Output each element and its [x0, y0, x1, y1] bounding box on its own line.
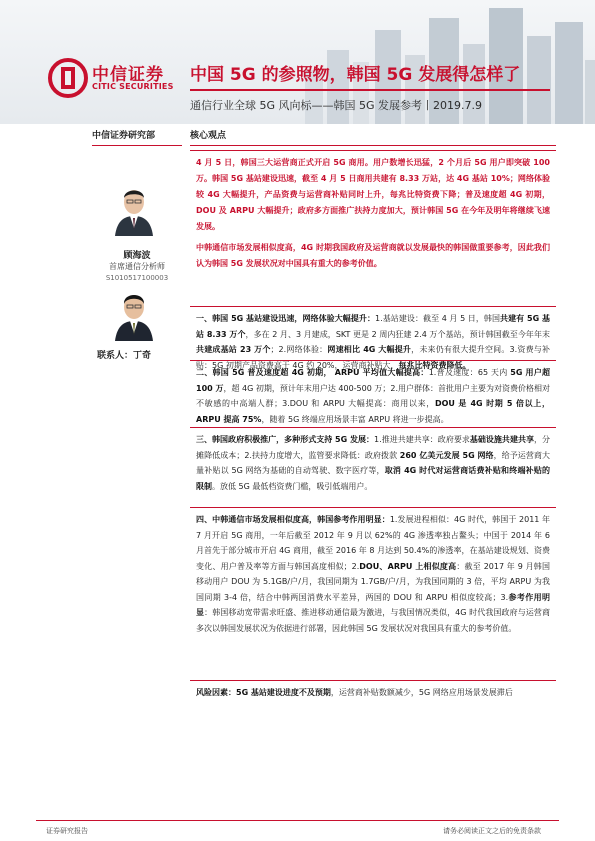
analyst-name: 顾海波 [123, 251, 151, 261]
report-subtitle: 通信行业全球 5G 风向标——韩国 5G 发展参考丨2019.7.9 [190, 99, 483, 112]
bold-text-segment: 网速相比 4G 大幅提升 [327, 345, 412, 354]
footer-report-type: 证券研究报告 [46, 827, 88, 835]
text-segment: ，超 4G 初期，预计年末用户达 400-500 万；2.用户群体：首批用户主要为对资费价格相对不敏感的中高端人群；3.DOU 和 ARPU 大幅提高：商用以来， [196, 383, 551, 408]
text-segment: ：截至 2017 年 9 月韩国移动用户 DOU 为 5.1GB/户/月，我国同期为 1.7GB/户/月，为我国同期的 3 倍，平均 ARPU 为我国同期 3-4 倍，结合中韩两国消费水平差异，两国的 DOU 和 ARPU 相似度较高；3. [196, 561, 550, 602]
bold-text-segment: 基础设施共建共享 [469, 435, 534, 444]
risk-factors [190, 680, 556, 701]
text-segment: 。放低 5G 最低档资费门槛，吸引低端用户。 [212, 481, 373, 491]
bold-text-segment: 二、韩国 5G 普及速度超 4G 初期， ARPU 平均值大幅提高： [196, 368, 429, 377]
right-column [190, 128, 556, 146]
title-underline [190, 89, 550, 91]
summary-paragraph-1: 4 月 5 日，韩国三大运营商正式开启 5G 商用。用户数增长迅猛，2 个月后 5G 用户即突破 100 万。韩国 5G 基站建设迅速，截至 4 月 5 日商用共建有 8.33 万站，达 4G 基站 10%；网络体验较 4G 大幅提升，产品资费与运营商补贴同时上升，每兆比特资费下降；普及速度超 4G 初期，DOU 及 ARPU 大幅提升；政府多方面推广扶持力度加大，预计韩国 5G 在今年及明年将继续飞速发展。 [196, 158, 550, 231]
bold-text-segment: 风险因素： [196, 688, 236, 697]
key-point-2 [190, 360, 556, 427]
bold-text-segment: 5G 用户超 100 万 [196, 368, 551, 393]
contact-photo [111, 283, 157, 341]
bold-text-segment: 取消 4G 时代对运营商话费补贴和终端补贴的限制 [196, 466, 551, 491]
text-segment: ，分摊降低成本；2.扶持力度增大，监管要求降低：政府拨款 [196, 435, 551, 460]
text-segment: 1.推进共建共享：政府要求 [374, 435, 470, 444]
bold-text-segment: 260 亿美元发展 5G 网络 [399, 450, 494, 460]
analyst-photo [111, 178, 157, 236]
bold-text-segment: 每兆比特资费降低。 [398, 360, 471, 370]
text-segment: ；2.网络体验： [270, 345, 328, 354]
bold-text-segment: 三、韩国政府积极推广，多种形式支持 5G 发展： [196, 435, 375, 444]
logo-chinese-text: 中信证券 [92, 65, 164, 85]
bold-text-segment: 共建成基站 23 万个 [196, 345, 271, 354]
text-segment: ：韩国移动宽带需求旺盛、推进移动通信最为激进，与我国情况类似，4G 时代我国政府与运营商多次以韩国发展状况为依据进行部署，因此韩国 5G 发展状况对我国具有重大的参考价值。 [196, 608, 551, 633]
header-banner [0, 0, 595, 124]
bold-text-segment: 共建有 5G 基站 8.33 万个 [196, 314, 551, 339]
bold-text-segment: DOU 是 4G 时期 5 倍以上，ARPU 提高 75% [196, 399, 550, 424]
core-views-heading: 核心观点 [190, 128, 556, 146]
bold-text-segment: 参考作用明显 [196, 592, 551, 617]
key-point-4 [190, 507, 556, 636]
research-dept-heading: 中信证券研究部 [92, 128, 182, 146]
title-block [190, 60, 550, 113]
analyst-license-id: S1010517100003 [105, 274, 169, 282]
logo-english-text: CITIC SECURITIES [92, 82, 174, 91]
text-segment: ，未来仍有很大提升空间。3.资费与补贴：5G 初期产品资费高于 4G 约 20%，运营商补贴大， [196, 345, 551, 370]
left-column [92, 128, 182, 146]
footer-divider [36, 820, 559, 821]
text-segment: 1.基站建设：截至 4 月 5 日，韩国 [375, 314, 501, 323]
text-segment: ，随着 5G 终端应用场景丰富 ARPU 将进一步提高。 [261, 414, 449, 424]
bold-text-segment: 一、韩国 5G 基站建设迅速，网络体验大幅提升： [196, 314, 376, 323]
contact-person: 联系人：丁奇 [97, 351, 152, 361]
key-point-3 [190, 427, 556, 494]
summary-paragraph-2: 中韩通信市场发展相似度高，4G 时期我国政府及运营商就以发展最快的韩国做重要参考，因此我们认为韩国 5G 发展状况对中国具有重大的参考价值。 [196, 243, 550, 268]
company-logo [48, 58, 198, 104]
citic-logo-icon [48, 58, 88, 98]
analyst-role: 首席通信分析师 [109, 262, 165, 271]
summary-box [190, 150, 556, 276]
text-segment: ，给予运营商大量补贴以 5G 网络为基础的自动驾驶、数字医疗等， [196, 450, 550, 475]
text-segment: 1.发展进程相似：4G 时代，韩国于 2011 年 7 月开启 5G 商用，一年后截至 2012 年 9 月以 62%的 4G 渗透率独占鳌头；中国于 2014 年 6 月首先于部分城市开启 4G 商用，截至 2016 年 8 月达到 50.4%的渗透率，在基站建设规划、资费变化、用户普及率等方面与韩国高度相似；2. [196, 515, 550, 571]
bold-text-segment: DOU、ARPU 上相似度高 [359, 561, 457, 571]
text-segment: ，运营商补贴数额减少，5G 网络应用场景发展滞后 [330, 688, 513, 697]
footer-disclaimer-note: 请务必阅读正文之后的免责条款 [443, 827, 541, 835]
report-title: 中国 5G 的参照物，韩国 5G 发展得怎样了 [190, 65, 521, 85]
text-segment: 1.普及速度：65 天内 [428, 368, 511, 377]
bold-text-segment: 四、中韩通信市场发展相似度高，韩国参考作用明显： [196, 515, 390, 524]
bold-text-segment: 5G 基站建设进度不及预期 [236, 688, 331, 697]
text-segment: ，多在 2 月、3 月建成，SKT 更是 2 周内狂建 2.4 万个基站，预计韩国截至今年年末 [245, 329, 550, 339]
